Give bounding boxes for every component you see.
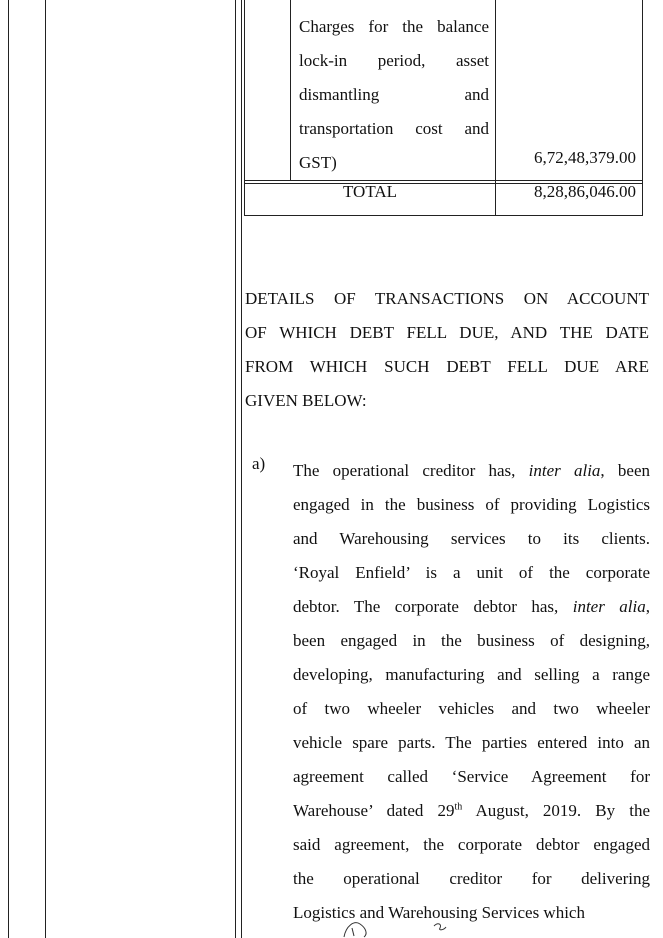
transactions-heading <box>245 282 649 418</box>
paragraph-line: engaged in the business of providing Logistics <box>293 495 650 514</box>
text-run: August, 2019. By the <box>462 801 650 820</box>
charge-line: dismantling and <box>299 85 489 104</box>
paragraph-line: vehicle spare parts. The parties entered into an <box>293 733 650 752</box>
italic-term: inter alia <box>572 597 646 616</box>
paragraph-line: developing, manufacturing and selling a range <box>293 665 650 684</box>
paragraph-line: of two wheeler vehicles and two wheeler <box>293 699 650 718</box>
heading-line: GIVEN BELOW: <box>245 391 367 410</box>
column-rule-3 <box>241 0 242 938</box>
text-run: Warehouse’ dated 29 <box>293 801 455 820</box>
text-run: The operational creditor has, <box>293 461 529 480</box>
heading-line: OF WHICH DEBT FELL DUE, AND THE DATE <box>245 323 649 342</box>
text-run: , been <box>600 461 650 480</box>
paragraph-line: agreement called ‘Service Agreement for <box>293 767 650 786</box>
paragraph-line <box>293 454 650 488</box>
charge-line: Charges for the balance <box>299 17 489 36</box>
paragraph-line: ‘Royal Enfield’ is a unit of the corporate <box>293 563 650 582</box>
paragraph-line: the operational creditor for delivering <box>293 869 650 888</box>
paragraph-a <box>293 454 650 930</box>
total-label: TOTAL <box>342 182 398 201</box>
charge-line: lock-in period, asset <box>299 51 489 70</box>
charge-line: transportation cost and <box>299 119 489 138</box>
signature-mark <box>338 918 458 938</box>
column-rule-1 <box>45 0 46 938</box>
paragraph-line: been engaged in the business of designing, <box>293 631 650 650</box>
paragraph-line <box>293 794 650 828</box>
italic-term: inter alia <box>528 461 601 480</box>
charge-amount: 6,72,48,379.00 <box>534 148 636 167</box>
table-sno-divider <box>290 0 291 181</box>
paragraph-marker: a) <box>252 454 266 473</box>
ordinal-suffix: th <box>454 801 463 813</box>
heading-line: DETAILS OF TRANSACTIONS ON ACCOUNT <box>245 289 649 308</box>
paragraph-line: and Warehousing services to its clients. <box>293 529 650 548</box>
column-rule-2 <box>235 0 236 938</box>
text-run: debtor. The corporate debtor has, <box>293 597 573 616</box>
table-bottom-border <box>244 215 643 216</box>
total-amount: 8,28,86,046.00 <box>534 182 636 201</box>
text-run: , <box>645 597 650 616</box>
charge-description <box>299 10 489 180</box>
paragraph-line: said agreement, the corporate debtor engaged <box>293 835 650 854</box>
heading-line: FROM WHICH SUCH DEBT FELL DUE ARE <box>245 357 649 376</box>
table-row-rule-top <box>244 180 643 181</box>
paragraph-line: Logistics and Warehousing Services which <box>293 903 585 922</box>
left-margin-rule <box>8 0 9 938</box>
charge-line: GST) <box>299 153 337 172</box>
paragraph-line <box>293 590 650 624</box>
